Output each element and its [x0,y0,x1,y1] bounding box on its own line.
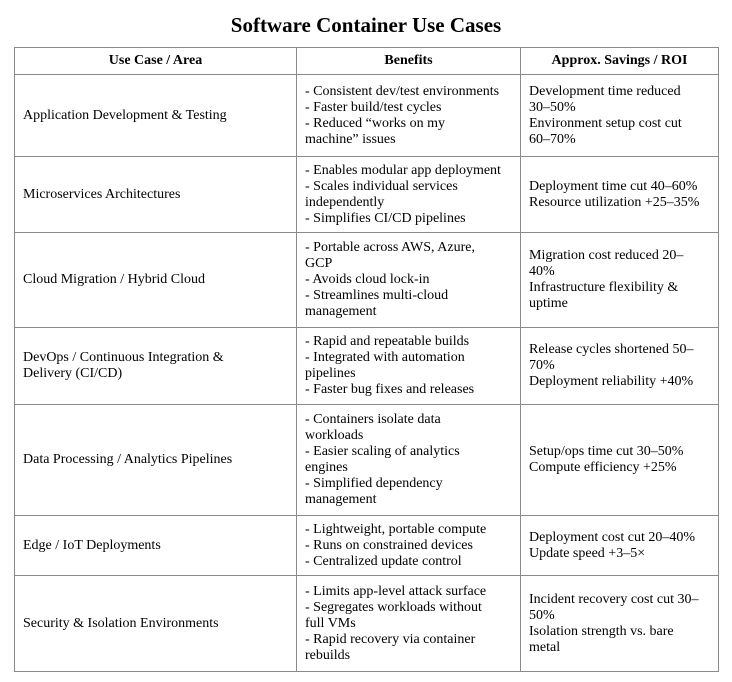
savings-cell-line: Release cycles shortened 50– [529,342,694,357]
benefits-cell-line: - Rapid and repeatable builds [305,334,470,349]
benefits-cell-line: workloads [305,428,364,443]
benefits-cell-line: - Rapid recovery via container [305,631,476,647]
use-case-cell: Cloud Migration / Hybrid Cloud [15,233,297,328]
benefits-cell-line: - Containers isolate data [305,412,441,427]
benefits-cell-line: - Avoids cloud lock-in [305,272,430,287]
savings-cell-line: 70% [529,358,555,373]
benefits-cell-line: pipelines [305,366,356,381]
benefits-cell-line: - Simplified dependency [305,476,443,491]
savings-cell-line: Deployment time cut 40–60% [529,178,698,194]
benefits-cell-line: - Scales individual services [305,178,458,194]
benefits-cell-line: - Faster build/test cycles [305,99,442,115]
table-header-row [15,48,719,75]
savings-cell-line: Environment setup cost cut [529,115,682,131]
benefits-cell [297,576,521,672]
use-case-cell: Security & Isolation Environments [15,576,297,672]
savings-cell-line: Infrastructure flexibility & [529,280,679,295]
benefits-cell-line: - Segregates workloads without [305,599,482,615]
savings-cell-line: Update speed +3–5× [529,545,646,561]
header-use-case: Use Case / Area [15,48,297,75]
benefits-cell [297,405,521,516]
benefits-cell-line: - Lightweight, portable compute [305,521,487,537]
benefits-cell-line: independently [305,194,385,210]
savings-cell-line: Setup/ops time cut 30–50% [529,444,684,459]
header-savings: Approx. Savings / ROI [521,48,719,75]
benefits-cell-line: - Streamlines multi-cloud [305,288,449,303]
use-case-cell: Data Processing / Analytics Pipelines [15,405,297,516]
benefits-cell [297,516,521,576]
use-case-cell [15,328,297,405]
savings-cell [521,328,719,405]
savings-cell [521,75,719,157]
table-row [15,328,719,405]
savings-cell-line: 50% [529,607,555,623]
table-row [15,75,719,157]
table-row [15,576,719,672]
savings-cell-line: Resource utilization +25–35% [529,194,700,210]
use-cases-table [14,47,719,672]
table-row [15,157,719,233]
benefits-cell-line: GCP [305,256,333,271]
benefits-cell-line: - Simplifies CI/CD pipelines [305,210,466,226]
benefits-cell-line: - Faster bug fixes and releases [305,382,475,397]
savings-cell [521,405,719,516]
header-benefits: Benefits [297,48,521,75]
benefits-cell-line: machine” issues [305,131,396,147]
benefits-cell-line: - Enables modular app deployment [305,162,501,178]
benefits-cell-line: - Reduced “works on my [305,115,445,131]
benefits-cell-line: - Consistent dev/test environments [305,83,500,99]
table-row [15,405,719,516]
savings-cell [521,576,719,672]
benefits-cell-line: management [305,304,377,319]
use-case-cell: Edge / IoT Deployments [15,516,297,576]
use-case-cell-line: Delivery (CI/CD) [23,366,123,381]
benefits-cell-line: - Easier scaling of analytics [305,444,460,459]
benefits-cell [297,328,521,405]
benefits-cell-line: - Runs on constrained devices [305,537,473,553]
savings-cell-line: Deployment reliability +40% [529,374,694,389]
table-row [15,516,719,576]
savings-cell-line: 60–70% [529,131,576,147]
savings-cell [521,157,719,233]
benefits-cell-line: full VMs [305,615,356,631]
benefits-cell-line: - Limits app-level attack surface [305,583,487,599]
savings-cell-line: uptime [529,296,568,311]
benefits-cell-line: rebuilds [305,647,351,663]
savings-cell-line: Deployment cost cut 20–40% [529,529,696,545]
savings-cell-line: Incident recovery cost cut 30– [529,591,699,607]
savings-cell [521,516,719,576]
benefits-cell-line: - Integrated with automation [305,350,465,365]
savings-cell-line: Migration cost reduced 20– [529,248,684,263]
table-body [15,75,719,672]
savings-cell-line: Compute efficiency +25% [529,460,677,475]
savings-cell-line: 40% [529,264,555,279]
benefits-cell [297,233,521,328]
use-case-cell: Application Development & Testing [15,75,297,157]
benefits-cell-line: engines [305,460,348,475]
document-title: Software Container Use Cases [230,13,502,37]
savings-cell-line: Development time reduced [529,83,681,99]
benefits-cell [297,157,521,233]
savings-cell-line: Isolation strength vs. bare [529,623,674,639]
benefits-cell-line: - Centralized update control [305,553,462,569]
benefits-cell-line: - Portable across AWS, Azure, [305,240,475,255]
savings-cell [521,233,719,328]
benefits-cell-line: management [305,492,377,507]
use-case-cell-line: DevOps / Continuous Integration & [23,350,224,365]
use-case-cell: Microservices Architectures [15,157,297,233]
benefits-cell [297,75,521,157]
savings-cell-line: 30–50% [529,99,576,115]
savings-cell-line: metal [529,639,561,655]
table-row [15,233,719,328]
